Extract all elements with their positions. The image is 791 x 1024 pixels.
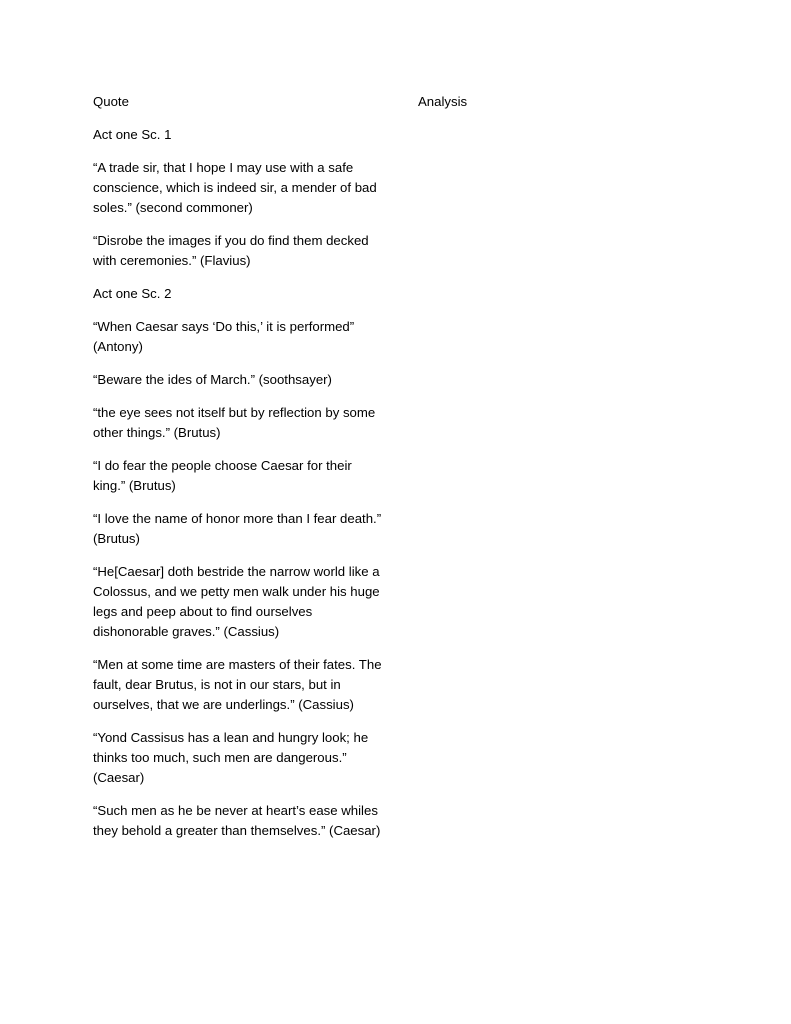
section-heading: Act one Sc. 1 [93,127,172,142]
quote-entry: “When Caesar says ‘Do this,’ it is performed” (Antony) [93,319,355,354]
section-heading: Act one Sc. 2 [93,286,172,301]
quote-entry: “Yond Cassisus has a lean and hungry look; he thinks too much, such men are dangerous.” (Caesar) [93,730,369,785]
quote-entry: “Disrobe the images if you do find them decked with ceremonies.” (Flavius) [93,233,369,268]
quote-entry: “I love the name of honor more than I fear death.” (Brutus) [93,511,382,546]
quote-entry: “Beware the ides of March.” (soothsayer) [93,372,332,387]
analysis-column-heading: Analysis [418,94,468,109]
quote-entry: “Such men as he be never at heart’s ease whiles they behold a greater than themselves.” (Caesar) [93,803,381,838]
quote-entry: “the eye sees not itself but by reflection by some other things.” (Brutus) [93,405,376,440]
quote-entry: “He[Caesar] doth bestride the narrow world like a Colossus, and we petty men walk under his huge legs and peep about to find ourselves dishonorable graves.” (Cassius) [93,564,380,639]
quote-entry: “Men at some time are masters of their fates. The fault, dear Brutus, is not in our stars, but in ourselves, that we are underlings.” (Cassius) [93,657,382,712]
quote-column-heading: Quote [93,94,129,109]
quote-entry: “I do fear the people choose Caesar for their king.” (Brutus) [93,458,352,493]
quote-column [93,125,385,854]
quote-entry: “A trade sir, that I hope I may use with a safe conscience, which is indeed sir, a mender of bad soles.” (second commoner) [93,160,377,215]
column-header-row [93,92,513,112]
